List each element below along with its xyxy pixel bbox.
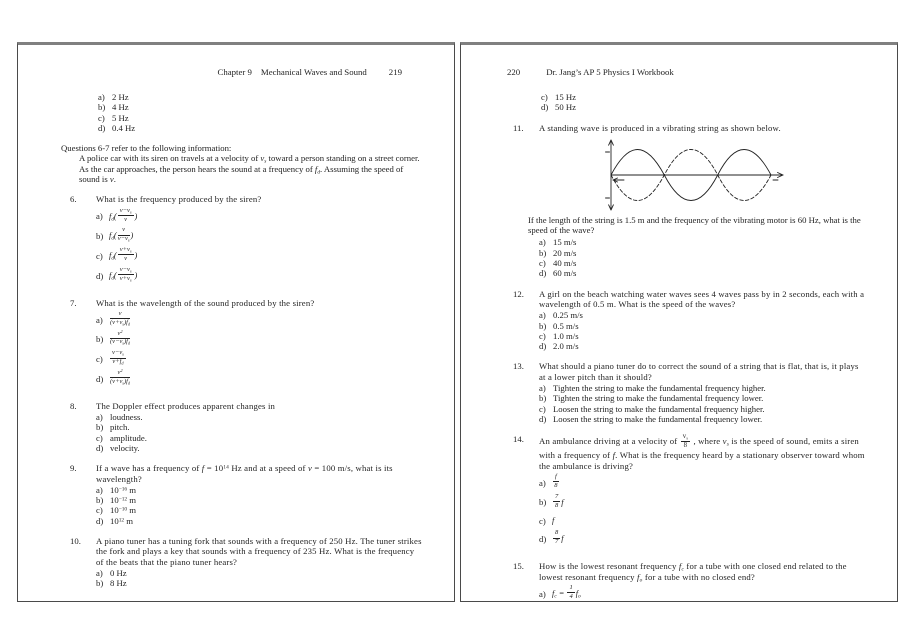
question-6 — [61, 194, 424, 287]
option-label: c) — [96, 250, 103, 261]
option-value: $f_d$( $\frac{v-v_s}{v}$ ) — [109, 206, 138, 223]
option-a — [539, 310, 867, 320]
option-value: 4 Hz — [112, 102, 129, 113]
option-value: $f_d$( $\frac{v-v_s}{v+v_s}$ ) — [109, 265, 138, 282]
question-number: 11. — [513, 122, 524, 133]
option-label: c) — [96, 432, 103, 443]
option-label: b) — [96, 231, 104, 242]
question-body — [539, 289, 867, 352]
option-label: c) — [539, 403, 546, 414]
page-number: 220 — [507, 67, 521, 77]
question-body — [96, 536, 424, 588]
option-value: $\frac{8}{7}$ f — [555, 529, 564, 546]
question-7 — [61, 298, 424, 391]
option-label: a) — [98, 92, 105, 102]
option-label: b) — [96, 495, 104, 506]
answer-options — [96, 568, 424, 589]
option-label: a) — [96, 484, 103, 495]
option-label: a) — [96, 412, 103, 423]
option-value: 1.0 m/s — [553, 330, 579, 341]
option-b — [539, 393, 867, 403]
option-label: d) — [96, 442, 104, 453]
option-value — [109, 351, 127, 367]
answer-options — [539, 583, 867, 602]
option-c — [539, 258, 867, 268]
option-label: d) — [539, 268, 547, 279]
option-label: d) — [96, 373, 104, 384]
option-c — [539, 331, 867, 341]
preamble-body: A police car with its siren on travels at a velocity of $v_s$ toward a person standing on a street corner. As the car approaches, the person hears the sound at a frequency of $f_d$. Assuming the speed of sound is v. — [79, 153, 420, 185]
question-body — [539, 361, 867, 424]
option-value: $\frac{7}{8}$ f — [555, 492, 564, 509]
fraction: $\frac{v^2}{(v-v_s)f_d}$ — [110, 328, 131, 346]
option-a — [96, 485, 424, 495]
standalone-options-block — [61, 92, 424, 133]
option-value: $10^{-10}$ m — [110, 505, 137, 516]
question-body — [528, 122, 867, 279]
fraction: $\frac{v^2}{(v+v_s)f_d}$ — [110, 367, 131, 386]
option-c — [541, 92, 867, 102]
option-label: c) — [541, 92, 548, 102]
option-c — [96, 248, 424, 264]
question-12 — [504, 289, 867, 352]
option-value: $f_d$( $\frac{v}{v-v_s}$ ) — [109, 226, 134, 243]
question-number: 13. — [513, 361, 524, 372]
question-body — [539, 561, 867, 605]
option-label: a) — [539, 383, 546, 394]
option-label: b) — [96, 334, 104, 345]
question-14 — [504, 434, 867, 551]
option-value: $f_d$( $\frac{v+v_s}{v}$ ) — [109, 246, 138, 262]
option-label: c) — [98, 112, 105, 123]
option-c — [98, 113, 424, 123]
option-a — [96, 206, 424, 225]
fraction: $\frac{v_s}{8}$ — [682, 433, 689, 450]
option-label: c) — [539, 258, 546, 269]
option-d — [98, 123, 424, 133]
option-c — [539, 514, 867, 527]
option-d — [539, 341, 867, 351]
option-label: d) — [539, 413, 547, 424]
question-number: 10. — [70, 535, 81, 546]
question-body — [539, 434, 867, 551]
right-page-header — [461, 45, 897, 77]
option-value: f — [552, 515, 555, 525]
option-value: 2.0 m/s — [553, 341, 579, 352]
option-value: Tighten the string to make the fundamental frequency higher. — [553, 383, 766, 394]
question-continuation: If the length of the string is 1.5 m and the frequency of the vibrating motor is 60 Hz, what is the speed of the wave? — [528, 214, 861, 236]
option-label: b) — [96, 422, 104, 433]
answer-options — [96, 206, 424, 284]
question-text: An ambulance driving at a velocity of $\frac{v_s}{8}$ , where $v_s$ is the speed of sound, emits a siren with a frequency of f. What is the frequency heard by a stationary observer toward whom the ambulance is driving? — [539, 433, 865, 471]
question-text: What is the frequency produced by the siren? — [96, 194, 262, 205]
chapter-label: Chapter 9 — [217, 67, 252, 77]
option-d — [96, 516, 424, 526]
option-b — [98, 102, 424, 112]
option-value: 8 Hz — [110, 578, 127, 589]
question-number: 12. — [513, 288, 524, 299]
question-9 — [61, 463, 424, 526]
question-text: How is the lowest resonant frequency $f_c$ for a tube with one closed end related to the lowest resonant frequency $f_o$ for a tube with no closed end? — [539, 561, 847, 584]
option-label: d) — [98, 122, 106, 133]
option-label: b) — [96, 578, 104, 589]
page-right-220 — [460, 42, 898, 602]
option-a — [98, 92, 424, 102]
answer-options — [96, 485, 424, 526]
fraction: $\frac{7}{8}$ — [555, 492, 559, 509]
option-value: $10^{12}$ m — [110, 515, 133, 526]
option-label: a) — [96, 211, 103, 222]
option-c — [539, 404, 867, 414]
chapter-title: Mechanical Waves and Sound — [260, 67, 367, 77]
question-8 — [61, 401, 424, 453]
option-value: $f_c$ = $\frac{1}{4}$ $f_o$ — [552, 583, 581, 600]
option-b — [96, 578, 424, 588]
fraction: $\frac{v+v_s}{v}$ — [119, 246, 132, 262]
option-value: 20 m/s — [553, 247, 577, 258]
standing-wave-diagram — [597, 139, 867, 211]
option-value: 0 Hz — [110, 567, 127, 578]
option-d — [96, 265, 424, 284]
question-13 — [504, 361, 867, 424]
option-label: d) — [539, 341, 547, 352]
option-label: c) — [96, 353, 103, 364]
option-value: loudness. — [110, 412, 143, 423]
option-label: d) — [96, 515, 104, 526]
question-body — [96, 401, 424, 453]
option-label: b) — [539, 497, 547, 508]
option-value — [552, 475, 560, 491]
option-b — [539, 321, 867, 331]
option-b — [539, 248, 867, 258]
page-number: 219 — [388, 67, 402, 77]
option-b — [96, 328, 424, 348]
fraction: $\frac{v-v_s}{v+f_d}$ — [112, 349, 124, 366]
answer-options — [98, 92, 424, 133]
option-value: pitch. — [110, 422, 130, 433]
option-value: 0.5 m/s — [553, 320, 579, 331]
option-value: 50 Hz — [555, 102, 576, 113]
option-label: a) — [539, 588, 546, 599]
option-value: 0.25 m/s — [553, 310, 583, 321]
question-text: A piano tuner has a tuning fork that sounds with a frequency of 250 Hz. The tuner strikes the fork and plays a key that sounds with a frequency of 235 Hz. What is the frequency of the beats that the piano tuner hears? — [96, 535, 422, 567]
option-value: $10^{-12}$ m — [110, 495, 137, 506]
option-value: 2 Hz — [112, 92, 129, 102]
option-value: 5 Hz — [112, 112, 129, 123]
option-c — [96, 433, 424, 443]
option-label: a) — [96, 567, 103, 578]
answer-options — [96, 309, 424, 387]
option-b — [96, 228, 424, 244]
option-label: b) — [539, 320, 547, 331]
question-number: 8. — [70, 400, 77, 411]
question-10 — [61, 536, 424, 588]
fraction: $\frac{v-v_s}{v+v_s}$ — [119, 265, 132, 282]
option-value — [109, 328, 131, 348]
answer-options — [539, 475, 867, 547]
option-value: Loosen the string to make the fundamental frequency lower. — [553, 413, 763, 424]
option-a — [539, 475, 867, 491]
option-c — [96, 505, 424, 515]
answer-options — [96, 412, 424, 453]
question-text: If a wave has a frequency of $f = 10^{14}$ Hz and at a speed of v = 100 m/s, what is its wavelength? — [96, 463, 393, 484]
option-value: 0.4 Hz — [112, 122, 136, 133]
question-text: The Doppler effect produces apparent changes in — [96, 400, 276, 411]
page-left-219 — [17, 42, 455, 602]
fraction: $\frac{8}{7}$ — [555, 529, 559, 546]
question-body — [96, 463, 424, 526]
option-value: amplitude. — [110, 432, 147, 443]
answer-options — [539, 237, 867, 278]
option-d — [539, 268, 867, 278]
question-number: 7. — [70, 297, 77, 308]
question-number: 14. — [513, 434, 524, 445]
option-d — [96, 367, 424, 387]
question-body — [96, 298, 424, 391]
option-value: Tighten the string to make the fundamental frequency lower. — [553, 393, 764, 404]
question-number: 15. — [513, 561, 524, 572]
option-value: Loosen the string to make the fundamental frequency higher. — [553, 403, 765, 414]
answer-options — [539, 383, 867, 424]
answer-options — [541, 92, 867, 113]
question-number: 9. — [70, 463, 77, 474]
option-value: 40 m/s — [553, 258, 577, 269]
option-a — [96, 568, 424, 578]
right-page-content — [461, 77, 897, 606]
option-d — [539, 531, 867, 547]
option-value: velocity. — [110, 442, 140, 453]
option-label: d) — [539, 534, 547, 545]
option-label: c) — [96, 505, 103, 516]
fraction: $\frac{v}{v-v_s}$ — [117, 226, 130, 243]
option-label: d) — [96, 270, 104, 281]
option-label: a) — [539, 237, 546, 248]
option-label: a) — [539, 477, 546, 488]
option-value: 15 m/s — [553, 237, 577, 248]
option-a — [96, 309, 424, 328]
option-label: b) — [98, 102, 106, 113]
standing-wave-figure — [597, 139, 789, 211]
option-d — [96, 443, 424, 453]
option-label: b) — [539, 393, 547, 404]
option-a — [539, 383, 867, 393]
fraction: $\frac{f}{8}$ — [554, 473, 558, 489]
left-page-content — [18, 77, 454, 588]
option-value — [109, 367, 131, 387]
question-15 — [504, 561, 867, 605]
option-d — [541, 102, 867, 112]
question-preamble — [61, 143, 424, 184]
question-number: 6. — [70, 194, 77, 205]
option-c — [96, 351, 424, 367]
question-11 — [504, 123, 867, 279]
option-a — [539, 237, 867, 247]
option-b — [539, 492, 867, 511]
option-a — [96, 412, 424, 422]
left-page-header — [18, 45, 454, 77]
fraction: $\frac{v-v_s}{v}$ — [119, 206, 132, 223]
option-label: d) — [541, 102, 549, 113]
option-label: c) — [539, 330, 546, 341]
option-value: 60 m/s — [553, 268, 577, 279]
answer-options — [539, 310, 867, 351]
fraction: $\frac{1}{4}$ — [569, 583, 573, 600]
question-text: A standing wave is produced in a vibrating string as shown below. — [539, 122, 781, 133]
option-label: b) — [539, 247, 547, 258]
option-value — [109, 309, 131, 328]
option-b — [96, 495, 424, 505]
fraction: $\frac{v}{(v+v_s)f_d}$ — [110, 309, 131, 326]
option-value: $10^{-16}$ m — [110, 484, 137, 495]
option-d — [539, 414, 867, 424]
option-label: c) — [539, 515, 546, 526]
question-text: What is the wavelength of the sound produced by the siren? — [96, 297, 315, 308]
preamble-title: Questions 6-7 refer to the following information: — [61, 143, 232, 154]
question-body — [96, 194, 424, 287]
question-text: A girl on the beach watching water waves sees 4 waves pass by in 2 seconds, each with a wavelength of 0.5 m. What is the speed of the waves? — [539, 288, 865, 309]
option-label: a) — [539, 310, 546, 321]
question-text: What should a piano tuner do to correct the sound of a string that is flat, that is, it plays at a lower pitch than it should? — [539, 361, 859, 382]
option-value: 15 Hz — [555, 92, 576, 102]
standalone-options-block — [504, 92, 867, 113]
option-a — [539, 583, 867, 602]
option-b — [96, 422, 424, 432]
option-label: a) — [96, 314, 103, 325]
book-title: Dr. Jang’s AP 5 Physics I Workbook — [546, 67, 674, 77]
